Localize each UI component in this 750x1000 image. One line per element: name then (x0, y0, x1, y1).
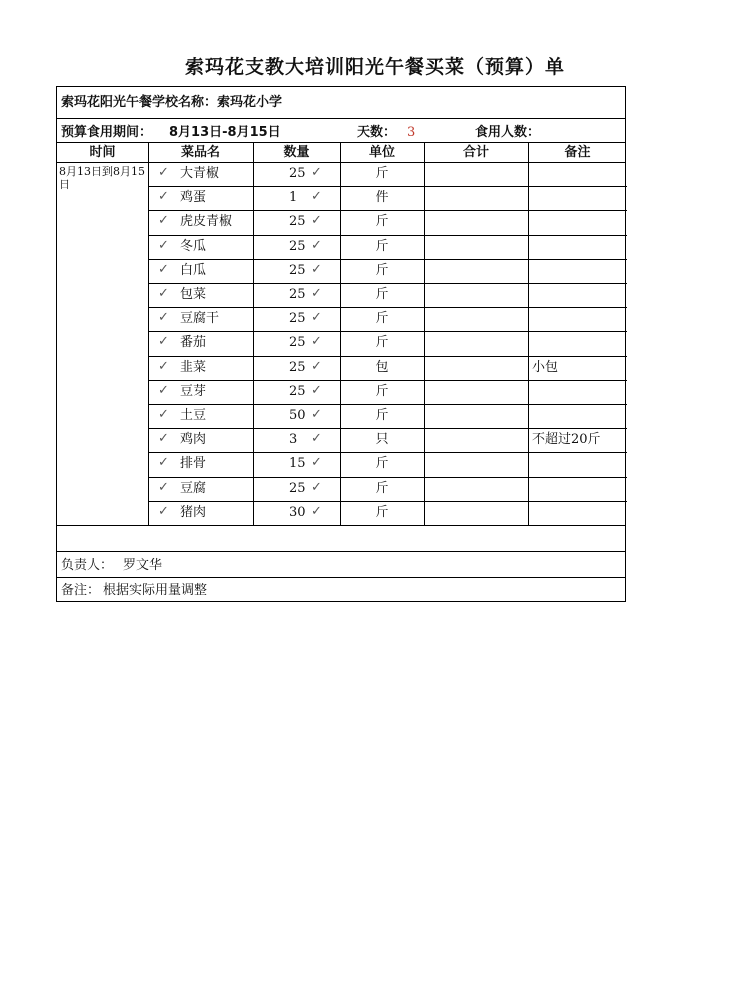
check-mark-icon: ✓ (311, 431, 322, 447)
column-header: 合计 (462, 145, 489, 160)
item-quantity: 25 (289, 166, 306, 181)
item-name: 白瓜 (180, 262, 207, 278)
column-header: 单位 (368, 145, 395, 160)
divider-line (57, 142, 625, 143)
item-name: 豆芽 (180, 383, 207, 399)
row-divider (148, 307, 627, 308)
item-name: 韭菜 (180, 359, 207, 375)
row-divider (148, 356, 627, 357)
check-mark-icon: ✓ (158, 479, 169, 495)
school-name-line: 索玛花阳光午餐学校名称：索玛花小学 (61, 95, 283, 110)
days-label: 天数： (357, 125, 397, 140)
check-mark-icon: ✓ (311, 479, 322, 495)
row-divider (148, 283, 627, 284)
item-note: 不超过20斤 (532, 432, 601, 448)
remark-label: 备注： (61, 583, 101, 598)
item-quantity: 25 (289, 335, 306, 351)
item-unit: 斤 (375, 480, 389, 496)
order-table (56, 86, 626, 602)
item-name: 猪肉 (180, 504, 207, 520)
item-unit: 斤 (375, 262, 389, 278)
column-divider (340, 142, 341, 525)
check-mark-icon: ✓ (311, 237, 322, 253)
date-range-cell: 8月13日到8月15日 (59, 165, 145, 191)
check-mark-icon: ✓ (158, 503, 169, 519)
item-name: 大青椒 (180, 166, 220, 181)
item-name: 包菜 (180, 287, 207, 302)
item-name: 番茄 (180, 335, 207, 351)
responsible-label: 负责人： (61, 558, 114, 573)
item-quantity: 25 (289, 383, 306, 399)
check-mark-icon: ✓ (311, 286, 322, 301)
check-mark-icon: ✓ (311, 455, 322, 471)
remark-value: 根据实际用量调整 (103, 583, 208, 598)
item-quantity: 25 (289, 359, 306, 375)
item-unit: 斤 (375, 238, 389, 254)
item-name: 土豆 (180, 408, 207, 423)
item-unit: 斤 (375, 383, 389, 399)
check-mark-icon: ✓ (158, 310, 169, 326)
item-quantity: 25 (289, 287, 306, 302)
check-mark-icon: ✓ (158, 382, 169, 398)
column-divider (424, 142, 425, 525)
check-mark-icon: ✓ (311, 189, 322, 205)
row-divider (148, 235, 627, 236)
check-mark-icon: ✓ (158, 407, 169, 422)
row-divider (148, 501, 627, 502)
item-name: 豆腐干 (180, 311, 220, 327)
item-quantity: 25 (289, 480, 306, 496)
row-divider (148, 331, 627, 332)
check-mark-icon: ✓ (158, 431, 169, 447)
item-note: 小包 (532, 359, 559, 375)
item-quantity: 30 (289, 504, 306, 520)
item-quantity: 25 (289, 311, 306, 327)
check-mark-icon: ✓ (158, 286, 169, 301)
check-mark-icon: ✓ (158, 261, 169, 277)
check-mark-icon: ✓ (158, 334, 169, 350)
item-quantity: 3 (289, 432, 298, 448)
document-title: 索玛花支教大培训阳光午餐买菜（预算）单 (184, 56, 565, 78)
check-mark-icon: ✓ (158, 213, 169, 229)
check-mark-icon: ✓ (158, 358, 169, 374)
column-divider (253, 142, 254, 525)
check-mark-icon: ✓ (158, 237, 169, 253)
item-name: 鸡肉 (180, 432, 207, 448)
item-unit: 斤 (375, 287, 389, 302)
item-name: 豆腐 (180, 480, 207, 496)
item-name: 鸡蛋 (180, 190, 207, 206)
period-value: 8月13日-8月15日 (169, 125, 281, 140)
row-divider (148, 452, 627, 453)
row-divider (148, 477, 627, 478)
period-label: 预算食用期间： (61, 125, 153, 140)
responsible-value: 罗文华 (123, 558, 163, 573)
row-divider (148, 210, 627, 211)
item-unit: 斤 (375, 214, 389, 230)
item-quantity: 25 (289, 238, 306, 254)
column-divider (528, 142, 529, 525)
item-quantity: 25 (289, 214, 306, 230)
item-name: 冬瓜 (180, 238, 207, 254)
item-unit: 包 (375, 359, 389, 375)
item-name: 虎皮青椒 (180, 214, 233, 230)
check-mark-icon: ✓ (158, 189, 169, 205)
people-label: 食用人数： (475, 125, 541, 140)
check-mark-icon: ✓ (311, 261, 322, 277)
divider-line (57, 118, 625, 119)
check-mark-icon: ✓ (311, 310, 322, 326)
item-quantity: 50 (289, 408, 306, 423)
row-divider (148, 186, 627, 187)
item-unit: 斤 (375, 504, 389, 520)
item-quantity: 25 (289, 262, 306, 278)
item-quantity: 15 (289, 456, 306, 472)
item-unit: 只 (375, 432, 389, 448)
divider-line (57, 551, 625, 552)
check-mark-icon: ✓ (311, 334, 322, 350)
item-name: 排骨 (180, 456, 207, 472)
check-mark-icon: ✓ (311, 358, 322, 374)
check-mark-icon: ✓ (311, 503, 322, 519)
divider-line (57, 577, 625, 578)
column-header: 时间 (89, 145, 116, 160)
item-quantity: 1 (289, 190, 298, 206)
item-unit: 斤 (375, 456, 389, 472)
check-mark-icon: ✓ (158, 455, 169, 471)
check-mark-icon: ✓ (311, 213, 322, 229)
row-divider (148, 404, 627, 405)
check-mark-icon: ✓ (311, 407, 322, 422)
item-unit: 斤 (375, 408, 389, 423)
item-unit: 斤 (375, 311, 389, 327)
item-unit: 件 (375, 190, 389, 206)
item-unit: 斤 (375, 166, 389, 181)
column-divider (148, 142, 149, 525)
divider-line (57, 525, 625, 526)
row-divider (148, 259, 627, 260)
check-mark-icon: ✓ (311, 382, 322, 398)
column-header: 数量 (283, 145, 310, 160)
days-value: 3 (407, 125, 416, 140)
item-unit: 斤 (375, 335, 389, 351)
column-header: 菜品名 (180, 145, 220, 160)
column-header: 备注 (564, 145, 591, 160)
check-mark-icon: ✓ (311, 165, 322, 180)
divider-line (57, 162, 625, 163)
row-divider (148, 380, 627, 381)
check-mark-icon: ✓ (158, 165, 169, 180)
row-divider (148, 428, 627, 429)
